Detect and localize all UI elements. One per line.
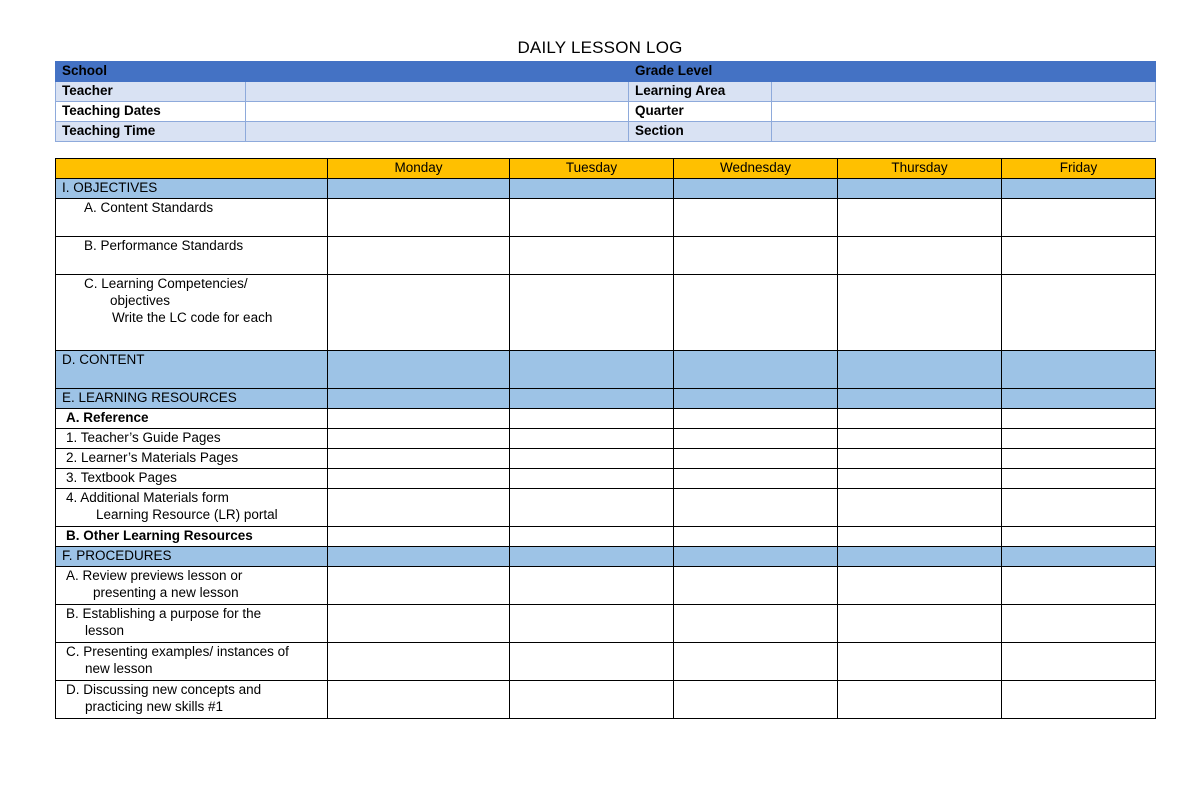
cell[interactable] — [674, 449, 838, 469]
examples-label — [56, 643, 328, 681]
cell[interactable] — [328, 237, 510, 275]
row-other-resources — [56, 527, 1156, 547]
cell[interactable] — [1002, 179, 1156, 199]
teaching-time-label: Teaching Time — [56, 122, 246, 142]
procedures-label: F. PROCEDURES — [56, 547, 328, 567]
row-learning-competencies — [56, 275, 1156, 351]
cell[interactable] — [510, 547, 674, 567]
cell[interactable] — [328, 489, 510, 527]
cell[interactable] — [510, 179, 674, 199]
lc-line3: Write the LC code for each — [112, 310, 273, 325]
cell[interactable] — [510, 643, 674, 681]
cell[interactable] — [1002, 409, 1156, 429]
purpose-line1: B. Establishing a purpose for the — [66, 606, 262, 621]
cell[interactable] — [328, 389, 510, 409]
lc-line2: objectives — [110, 293, 171, 308]
cell[interactable] — [1002, 275, 1156, 351]
cell[interactable] — [328, 429, 510, 449]
purpose-label — [56, 605, 328, 643]
content-standards-label: A. Content Standards — [56, 199, 328, 237]
cell[interactable] — [674, 489, 838, 527]
row-procedures — [56, 547, 1156, 567]
cell[interactable] — [510, 275, 674, 351]
cell[interactable] — [838, 237, 1002, 275]
cell[interactable] — [1002, 605, 1156, 643]
cell[interactable] — [510, 429, 674, 449]
cell[interactable] — [510, 199, 674, 237]
learning-area-label: Learning Area — [629, 82, 772, 102]
cell[interactable] — [674, 643, 838, 681]
row-content — [56, 351, 1156, 389]
cell[interactable] — [838, 449, 1002, 469]
lesson-info-table — [55, 61, 1156, 142]
cell[interactable] — [1002, 547, 1156, 567]
quarter-field[interactable] — [772, 102, 1156, 122]
cell[interactable] — [328, 681, 510, 719]
section-field[interactable] — [772, 122, 1156, 142]
teaching-dates-field[interactable] — [246, 102, 629, 122]
cell[interactable] — [328, 527, 510, 547]
row-review — [56, 567, 1156, 605]
day-tuesday: Tuesday — [510, 159, 674, 179]
examples-line2: new lesson — [85, 661, 153, 676]
corner-cell — [56, 159, 328, 179]
cell[interactable] — [674, 179, 838, 199]
cell[interactable] — [674, 567, 838, 605]
cell[interactable] — [510, 567, 674, 605]
cell[interactable] — [674, 199, 838, 237]
lesson-plan-table — [55, 158, 1156, 719]
discussing-label — [56, 681, 328, 719]
cell[interactable] — [838, 275, 1002, 351]
cell[interactable] — [838, 409, 1002, 429]
day-monday: Monday — [328, 159, 510, 179]
grade-level-label: Grade Level — [629, 62, 1156, 82]
row-lm-pages — [56, 449, 1156, 469]
cell[interactable] — [328, 409, 510, 429]
cell[interactable] — [838, 681, 1002, 719]
cell[interactable] — [328, 567, 510, 605]
cell[interactable] — [328, 605, 510, 643]
cell[interactable] — [1002, 469, 1156, 489]
school-label: School — [56, 62, 629, 82]
cell[interactable] — [838, 489, 1002, 527]
additional-line2: Learning Resource (LR) portal — [96, 507, 278, 522]
cell[interactable] — [838, 179, 1002, 199]
additional-materials-label — [56, 489, 328, 527]
info-row-dates — [56, 102, 1156, 122]
row-textbook-pages — [56, 469, 1156, 489]
performance-standards-label: B. Performance Standards — [56, 237, 328, 275]
row-tg-pages — [56, 429, 1156, 449]
cell[interactable] — [328, 449, 510, 469]
cell[interactable] — [328, 275, 510, 351]
cell[interactable] — [1002, 643, 1156, 681]
days-header-row — [56, 159, 1156, 179]
examples-line1: C. Presenting examples/ instances of — [66, 644, 289, 659]
cell[interactable] — [510, 469, 674, 489]
cell[interactable] — [1002, 429, 1156, 449]
cell[interactable] — [674, 409, 838, 429]
cell[interactable] — [328, 179, 510, 199]
cell[interactable] — [1002, 489, 1156, 527]
cell[interactable] — [1002, 237, 1156, 275]
cell[interactable] — [674, 429, 838, 449]
cell[interactable] — [1002, 681, 1156, 719]
review-label — [56, 567, 328, 605]
cell[interactable] — [1002, 199, 1156, 237]
cell[interactable] — [1002, 389, 1156, 409]
cell[interactable] — [674, 605, 838, 643]
learning-competencies-label — [56, 275, 328, 351]
row-performance-standards — [56, 237, 1156, 275]
lm-pages-label: 2. Learner’s Materials Pages — [56, 449, 328, 469]
cell[interactable] — [838, 389, 1002, 409]
purpose-line2: lesson — [85, 623, 125, 638]
row-purpose — [56, 605, 1156, 643]
row-learning-resources — [56, 389, 1156, 409]
additional-line1: 4. Additional Materials form — [66, 490, 229, 505]
lc-line1: C. Learning Competencies/ — [84, 276, 248, 291]
cell[interactable] — [510, 351, 674, 389]
cell[interactable] — [328, 469, 510, 489]
row-objectives — [56, 179, 1156, 199]
cell[interactable] — [838, 605, 1002, 643]
learning-area-field[interactable] — [772, 82, 1156, 102]
cell[interactable] — [674, 469, 838, 489]
info-row-time — [56, 122, 1156, 142]
teacher-field[interactable] — [246, 82, 629, 102]
cell[interactable] — [328, 199, 510, 237]
cell[interactable] — [328, 547, 510, 567]
cell[interactable] — [838, 199, 1002, 237]
cell[interactable] — [1002, 527, 1156, 547]
quarter-label: Quarter — [629, 102, 772, 122]
review-line2: presenting a new lesson — [93, 585, 239, 600]
cell[interactable] — [838, 643, 1002, 681]
cell[interactable] — [674, 275, 838, 351]
reference-label: A. Reference — [56, 409, 328, 429]
cell[interactable] — [674, 681, 838, 719]
cell[interactable] — [510, 681, 674, 719]
review-line1: A. Review previews lesson or — [66, 568, 243, 583]
cell[interactable] — [510, 489, 674, 527]
cell[interactable] — [838, 469, 1002, 489]
cell[interactable] — [1002, 567, 1156, 605]
discussing-line2: practicing new skills #1 — [85, 699, 224, 714]
tg-pages-label: 1. Teacher’s Guide Pages — [56, 429, 328, 449]
day-friday: Friday — [1002, 159, 1156, 179]
cell[interactable] — [838, 567, 1002, 605]
cell[interactable] — [510, 449, 674, 469]
cell[interactable] — [1002, 449, 1156, 469]
row-reference — [56, 409, 1156, 429]
cell[interactable] — [328, 643, 510, 681]
discussing-line1: D. Discussing new concepts and — [66, 682, 262, 697]
teaching-time-field[interactable] — [246, 122, 629, 142]
teacher-label: Teacher — [56, 82, 246, 102]
cell[interactable] — [838, 547, 1002, 567]
page-title: DAILY LESSON LOG — [517, 38, 683, 57]
day-thursday: Thursday — [838, 159, 1002, 179]
textbook-pages-label: 3. Textbook Pages — [56, 469, 328, 489]
objectives-label: I. OBJECTIVES — [56, 179, 328, 199]
teaching-dates-label: Teaching Dates — [56, 102, 246, 122]
row-discussing — [56, 681, 1156, 719]
cell[interactable] — [838, 351, 1002, 389]
cell[interactable] — [328, 351, 510, 389]
row-additional-materials — [56, 489, 1156, 527]
cell[interactable] — [510, 605, 674, 643]
content-label: D. CONTENT — [56, 351, 328, 389]
info-row-teacher — [56, 82, 1156, 102]
cell[interactable] — [838, 429, 1002, 449]
learning-resources-label: E. LEARNING RESOURCES — [56, 389, 328, 409]
other-resources-label: B. Other Learning Resources — [56, 527, 328, 547]
cell[interactable] — [510, 409, 674, 429]
day-wednesday: Wednesday — [674, 159, 838, 179]
cell[interactable] — [674, 389, 838, 409]
cell[interactable] — [510, 527, 674, 547]
cell[interactable] — [510, 237, 674, 275]
cell[interactable] — [838, 527, 1002, 547]
cell[interactable] — [510, 389, 674, 409]
section-label: Section — [629, 122, 772, 142]
cell[interactable] — [674, 351, 838, 389]
cell[interactable] — [674, 527, 838, 547]
info-header-row — [56, 62, 1156, 82]
cell[interactable] — [674, 547, 838, 567]
row-examples — [56, 643, 1156, 681]
row-content-standards — [56, 199, 1156, 237]
cell[interactable] — [1002, 351, 1156, 389]
cell[interactable] — [674, 237, 838, 275]
